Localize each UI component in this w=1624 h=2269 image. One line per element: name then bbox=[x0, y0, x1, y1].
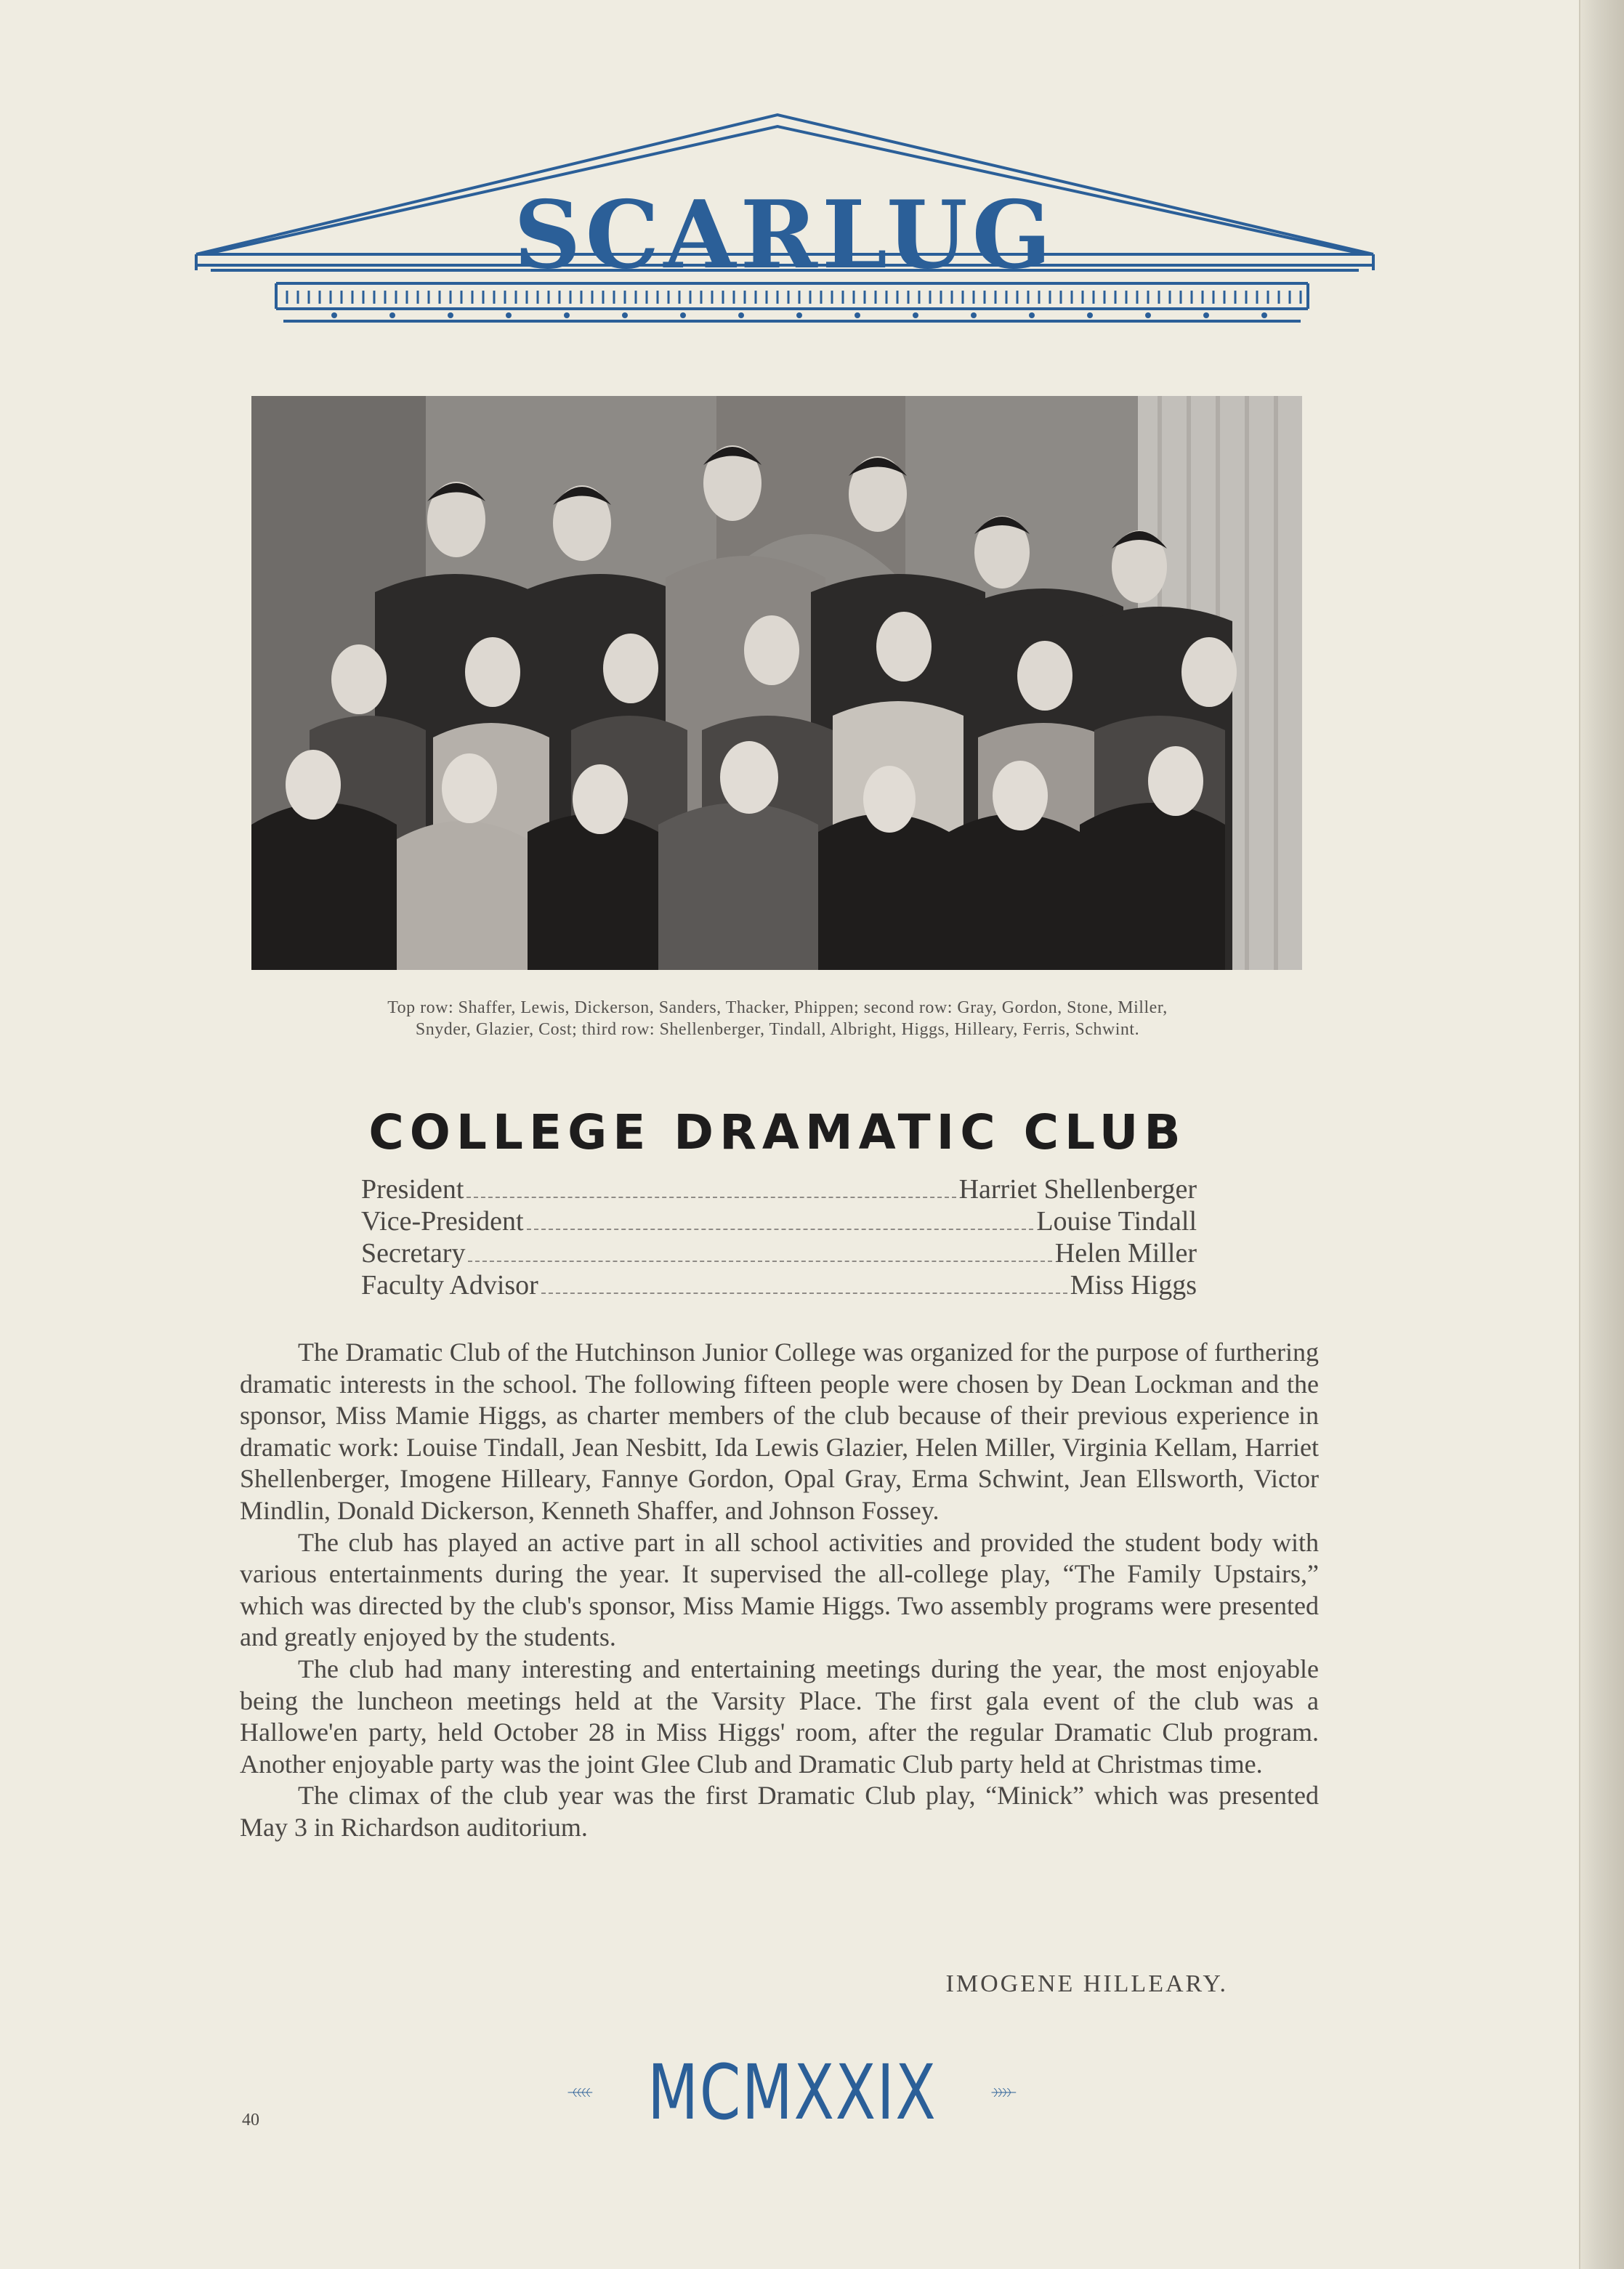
leader-dots bbox=[541, 1293, 1067, 1294]
officer-row-vice-president bbox=[361, 1205, 1197, 1237]
officer-row-faculty-advisor bbox=[361, 1269, 1197, 1301]
caption-line-1: Top row: Shaffer, Lewis, Dickerson, Sanders, Thacker, Phippen; second row: Gray, Gordon, Stone, Miller, bbox=[387, 998, 1168, 1017]
page-edge bbox=[1579, 0, 1624, 2269]
group-photo bbox=[251, 396, 1302, 970]
left-sprig-icon bbox=[567, 2074, 594, 2111]
paragraph: The climax of the club year was the first Dramatic Club play, “Minick” which was presented May 3 in Richardson auditorium. bbox=[240, 1781, 1319, 1842]
officer-name: Miss Higgs bbox=[1070, 1270, 1197, 1301]
officer-role: Secretary bbox=[361, 1238, 466, 1269]
officer-role: Vice-President bbox=[361, 1206, 524, 1237]
officer-name: Louise Tindall bbox=[1036, 1206, 1197, 1237]
leader-dots bbox=[468, 1261, 1051, 1262]
officer-name: Harriet Shellenberger bbox=[958, 1174, 1197, 1205]
paragraph: The club had many interesting and entertaining meetings during the year, the most enjoyable being the luncheon meetings held at the Varsity Place. The first gala event of the club was a Hallowe'en party, held October 28 in Miss Higgs' room, after the regular Dramatic Club program. Another enjoyable party was the joint Glee Club and Dramatic Club party held at Christmas time. bbox=[240, 1654, 1319, 1779]
officer-name: Helen Miller bbox=[1054, 1238, 1197, 1269]
yearbook-title: SCARLUG bbox=[514, 181, 1056, 290]
officer-row-secretary bbox=[361, 1237, 1197, 1269]
leader-dots bbox=[527, 1229, 1034, 1230]
yearbook-header bbox=[189, 109, 1381, 334]
paragraph: The Dramatic Club of the Hutchinson Junior College was organized for the purpose of furthering dramatic interests in the school. The following fifteen people were chosen by Dean Lockman and the sponsor, Miss Mamie Higgs, as charter members of the club because of their previous experience in dramatic work: Louise Tindall, Jean Nesbitt, Ida Lewis Glazier, Helen Miller, Virginia Kellam, Harriet Shellenberger, Imogene Hilleary, Fannye Gordon, Opal Gray, Erma Schwint, Jean Ellsworth, Victor Mindlin, Donald Dickerson, Kenneth Shaffer, and Johnson Fossey. bbox=[240, 1338, 1319, 1525]
officer-row-president bbox=[361, 1173, 1197, 1205]
photo-illustration bbox=[251, 396, 1302, 970]
author-signature: IMOGENE HILLEARY. bbox=[945, 1970, 1228, 1997]
club-title: COLLEGE DRAMATIC CLUB bbox=[368, 1104, 1187, 1160]
footer-ornament bbox=[567, 2049, 1017, 2136]
article-body bbox=[240, 1337, 1319, 1844]
right-sprig-icon bbox=[990, 2074, 1017, 2111]
photo-caption bbox=[233, 997, 1322, 1040]
leader-dots bbox=[466, 1197, 956, 1198]
officer-role: Faculty Advisor bbox=[361, 1270, 538, 1301]
page-number: 40 bbox=[242, 2111, 259, 2130]
paragraph: The club has played an active part in all school activities and provided the student body with various entertainments during the year. It supervised the all-college play, “The Family Upstairs,” which was directed by the club's sponsor, Miss Mamie Higgs. Two assembly programs were presented and greatly enjoyed by the students. bbox=[240, 1527, 1319, 1652]
officers-list bbox=[361, 1173, 1197, 1301]
officer-role: President bbox=[361, 1174, 464, 1205]
caption-line-2: Snyder, Glazier, Cost; third row: Shellenberger, Tindall, Albright, Higgs, Hilleary, Ferris, Schwint. bbox=[415, 1020, 1140, 1039]
footer-year: MCMXXIX bbox=[647, 2048, 937, 2137]
